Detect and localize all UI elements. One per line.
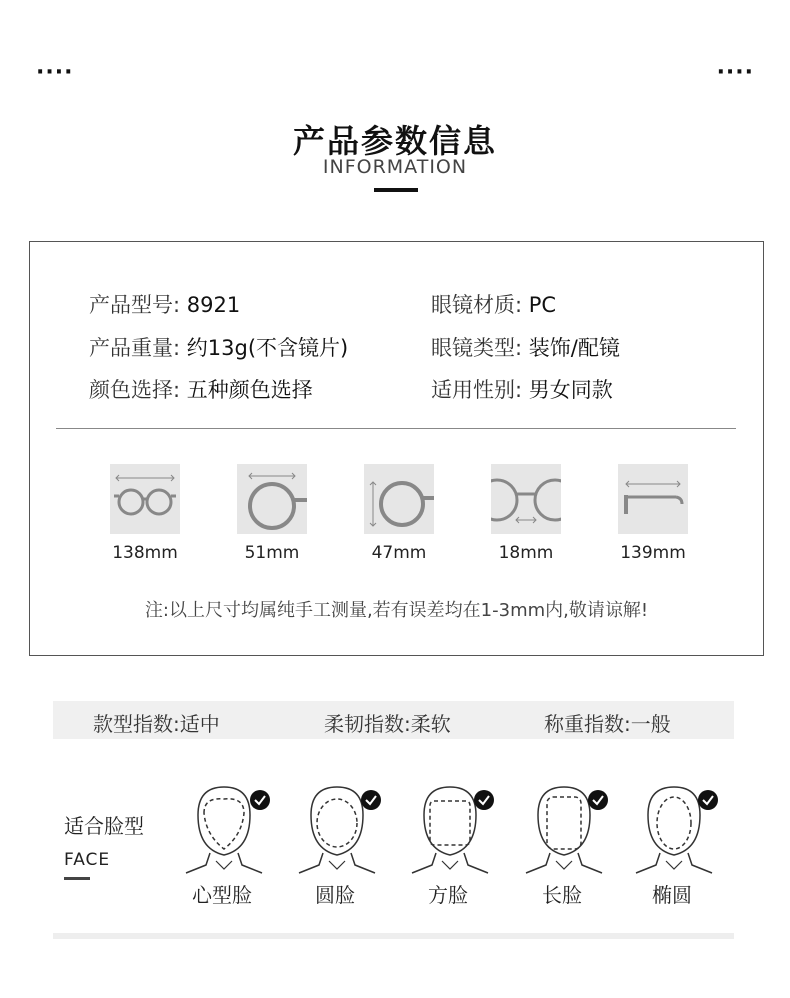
spec-key: 眼镜材质:: [431, 293, 529, 317]
dimension-lens-width: [217, 464, 327, 563]
dimension-label: 139mm: [620, 543, 686, 563]
spec-item-material: [431, 289, 556, 319]
spec-value: 男女同款: [528, 378, 613, 402]
spec-item-type: [431, 332, 620, 362]
spec-key: 产品重量:: [89, 336, 187, 360]
dimension-temple-length: [598, 464, 708, 563]
dimension-lens-height: [344, 464, 454, 563]
bridge-width-icon: [491, 464, 561, 534]
spec-row: [30, 332, 763, 362]
face-label: 方脸: [428, 883, 468, 907]
square-face-icon: [398, 783, 498, 875]
spec-key: 产品型号:: [89, 293, 187, 317]
decor-dots-right: ····: [716, 60, 754, 85]
dimension-label: 51mm: [244, 543, 300, 563]
spec-row: [30, 289, 763, 319]
index-bar: [53, 701, 734, 739]
spec-key: 眼镜类型:: [431, 336, 529, 360]
title-underline: [374, 188, 418, 192]
long-face-icon: [512, 783, 612, 875]
face-label: 圆脸: [315, 883, 355, 907]
spec-item-color: [89, 374, 313, 404]
face-label: 椭圆: [652, 883, 692, 907]
spec-item-gender: [431, 374, 613, 404]
spec-value: 装饰/配镜: [528, 336, 620, 360]
face-section-title: 适合脸型: [64, 814, 144, 838]
spec-divider: [56, 428, 736, 429]
spec-item-model: [89, 289, 240, 319]
lens-height-icon: [364, 464, 434, 534]
dimension-label: 47mm: [371, 543, 427, 563]
decor-dots-left: ····: [36, 60, 74, 85]
page-subtitle: INFORMATION: [322, 156, 468, 178]
temple-length-icon: [618, 464, 688, 534]
spec-item-weight: [89, 332, 348, 362]
heart-face-icon: [172, 783, 272, 875]
spec-row: [30, 374, 763, 404]
face-item-heart: [172, 783, 272, 908]
dimension-bridge-width: [471, 464, 581, 563]
page-title: 产品参数信息: [292, 122, 497, 160]
face-section-subtitle: FACE: [64, 850, 111, 870]
face-item-round: [285, 783, 385, 908]
face-label: 长脸: [542, 883, 582, 907]
spec-panel: [29, 241, 764, 656]
spec-value: 8921: [186, 293, 241, 317]
index-weight: 称重指数:一般: [544, 712, 671, 736]
round-face-icon: [285, 783, 385, 875]
lens-width-icon: [237, 464, 307, 534]
spec-value: 约13g(不含镜片): [186, 336, 349, 360]
oval-face-icon: [622, 783, 722, 875]
dimension-label: 18mm: [498, 543, 554, 563]
face-item-oval: [622, 783, 722, 908]
spec-key: 适用性别:: [431, 378, 529, 402]
spec-value: 五种颜色选择: [186, 378, 313, 402]
index-style: 款型指数:适中: [93, 712, 220, 736]
bottom-divider: [53, 933, 734, 939]
spec-value: PC: [528, 293, 557, 317]
measurement-note: 注:以上尺寸均属纯手工测量,若有误差均在1-3mm内,敬请谅解!: [144, 600, 649, 621]
face-item-square: [398, 783, 498, 908]
index-flexibility: 柔韧指数:柔软: [324, 712, 451, 736]
face-section-underline: [64, 877, 90, 880]
spec-key: 颜色选择:: [89, 378, 187, 402]
face-label: 心型脸: [192, 883, 252, 907]
total-width-icon: [110, 464, 180, 534]
dimension-total-width: [90, 464, 200, 563]
dimension-label: 138mm: [112, 543, 178, 563]
face-item-long: [512, 783, 612, 908]
